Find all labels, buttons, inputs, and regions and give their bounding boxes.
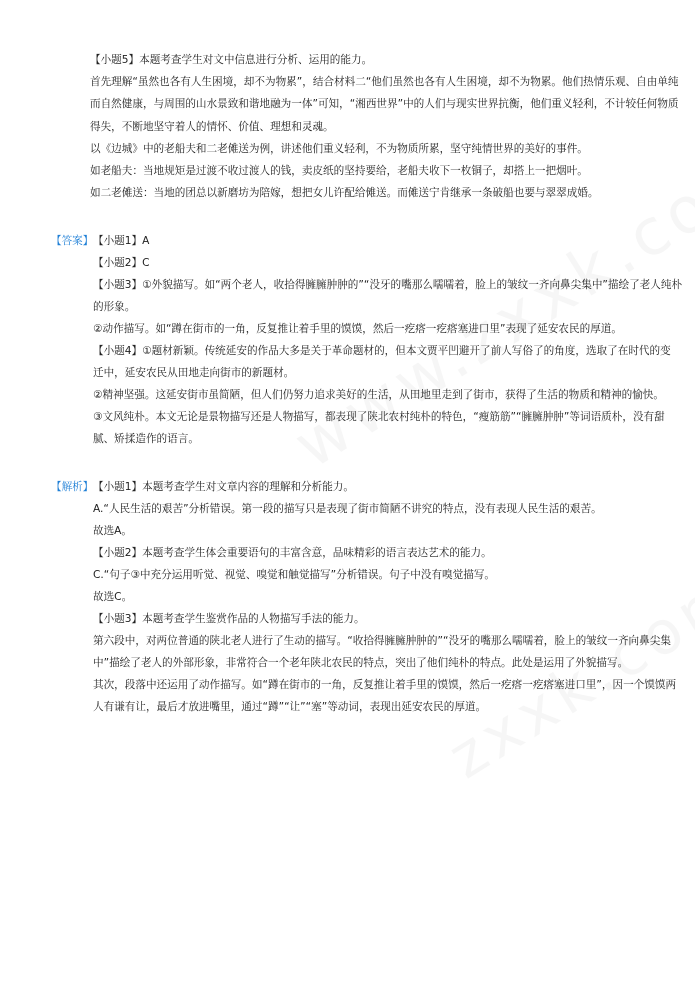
text-line: 以《边城》中的老船夫和二老傩送为例，讲述他们重义轻利，不为物质所累，坚守纯情世界的美好的事件。 xyxy=(90,143,588,155)
text-line: 其次，段落中还运用了动作描写。如“蹲在街市的一角，反复推让着手里的馍馍，然后一疙瘩一疙瘩塞进口里”，因一个馍馍两 xyxy=(93,679,677,691)
text-line: 【小题2】本题考查学生体会重要语句的丰富含意，品味精彩的语言表达艺术的能力。 xyxy=(93,547,492,559)
text-line: 首先理解“虽然也各有人生困境，却不为物累”，结合材料二“他们虽然也各有人生困境，却不为物累。他们热情乐观、自由单纯 xyxy=(90,76,679,88)
text-line: 得失，不断地坚守着人的情怀、价值、理想和灵魂。 xyxy=(90,121,334,133)
text-line: 【小题1】A xyxy=(93,235,150,247)
text-line: 【小题3】①外貌描写。如“两个老人，收拾得臃臃肿肿的”“没牙的嘴那么嚅嚅着，脸上的皱纹一齐向鼻尖集中”描绘了老人纯朴 xyxy=(93,279,683,291)
analysis-tag: 【解析】 xyxy=(51,481,94,493)
text-line: 如二老傩送：当地的团总以新磨坊为陪嫁，想把女儿许配给傩送。而傩送宁肯继承一条破船也要与翠翠成婚。 xyxy=(90,187,599,199)
text-line: 故选A。 xyxy=(93,525,133,537)
text-line: 的形象。 xyxy=(93,301,136,313)
text-line: 如老船夫：当地规矩是过渡不收过渡人的钱，卖皮纸的坚持要给，老船夫收下一枚铜子，却搭上一把烟叶。 xyxy=(90,165,588,177)
text-line: 人有谦有让，最后才放进嘴里，通过“蹲”“让”“塞”等动词，表现出延安农民的厚道。 xyxy=(93,701,487,713)
text-line: 而自然健康，与周围的山水景致和谐地融为一体”可知，“湘西世界”中的人们与现实世界抗衡，他们重义轻利，不计较任何物质 xyxy=(90,98,679,110)
text-line: 【小题5】本题考查学生对文中信息进行分析、运用的能力。 xyxy=(90,54,373,66)
text-line: 【小题1】本题考查学生对文章内容的理解和分析能力。 xyxy=(93,481,354,493)
text-line: ③文风纯朴。本文无论是景物描写还是人物描写，都表现了陕北农村纯朴的特色，“瘦筋筋”“臃臃肿肿”等词语质朴，没有甜 xyxy=(93,411,665,423)
text-line: 迁中，延安农民从田地走向街市的新题材。 xyxy=(93,367,295,379)
text-line: 第六段中，对两位普通的陕北老人进行了生动的描写。“收拾得臃臃肿肿的”“没牙的嘴那么嚅嚅着，脸上的皱纹一齐向鼻尖集 xyxy=(93,635,671,647)
text-line: 中”描绘了老人的外部形象，非常符合一个老年陕北农民的特点，突出了他们纯朴的特点。此处是运用了外貌描写。 xyxy=(93,657,629,669)
text-line: A.“人民生活的艰苦”分析错误。第一段的描写只是表现了街市简陋不讲究的特点，没有表现人民生活的艰苦。 xyxy=(93,503,602,515)
text-line: 【小题2】C xyxy=(93,257,150,269)
text-line: 故选C。 xyxy=(93,591,133,603)
text-line: 【小题3】本题考查学生鉴赏作品的人物描写手法的能力。 xyxy=(93,613,365,625)
text-line: 腻、矫揉造作的语言。 xyxy=(93,433,199,445)
text-line: ②动作描写。如“蹲在街市的一角，反复推让着手里的馍馍，然后一疙瘩一疙瘩塞进口里”表现了延安农民的厚道。 xyxy=(93,323,622,335)
text-line: 【小题4】①题材新颖。传统延安的作品大多是关于革命题材的，但本文贾平凹避开了前人写俗了的角度，选取了在时代的变 xyxy=(93,345,671,357)
text-line: C.“句子③中充分运用听觉、视觉、嗅觉和触觉描写”分析错误。句子中没有嗅觉描写。 xyxy=(93,569,496,581)
answer-tag: 【答案】 xyxy=(51,235,94,247)
text-line: ②精神坚强。这延安街市虽简陋，但人们仍努力追求美好的生活，从田地里走到了街市，获得了生活的物质和精神的愉快。 xyxy=(93,389,664,401)
